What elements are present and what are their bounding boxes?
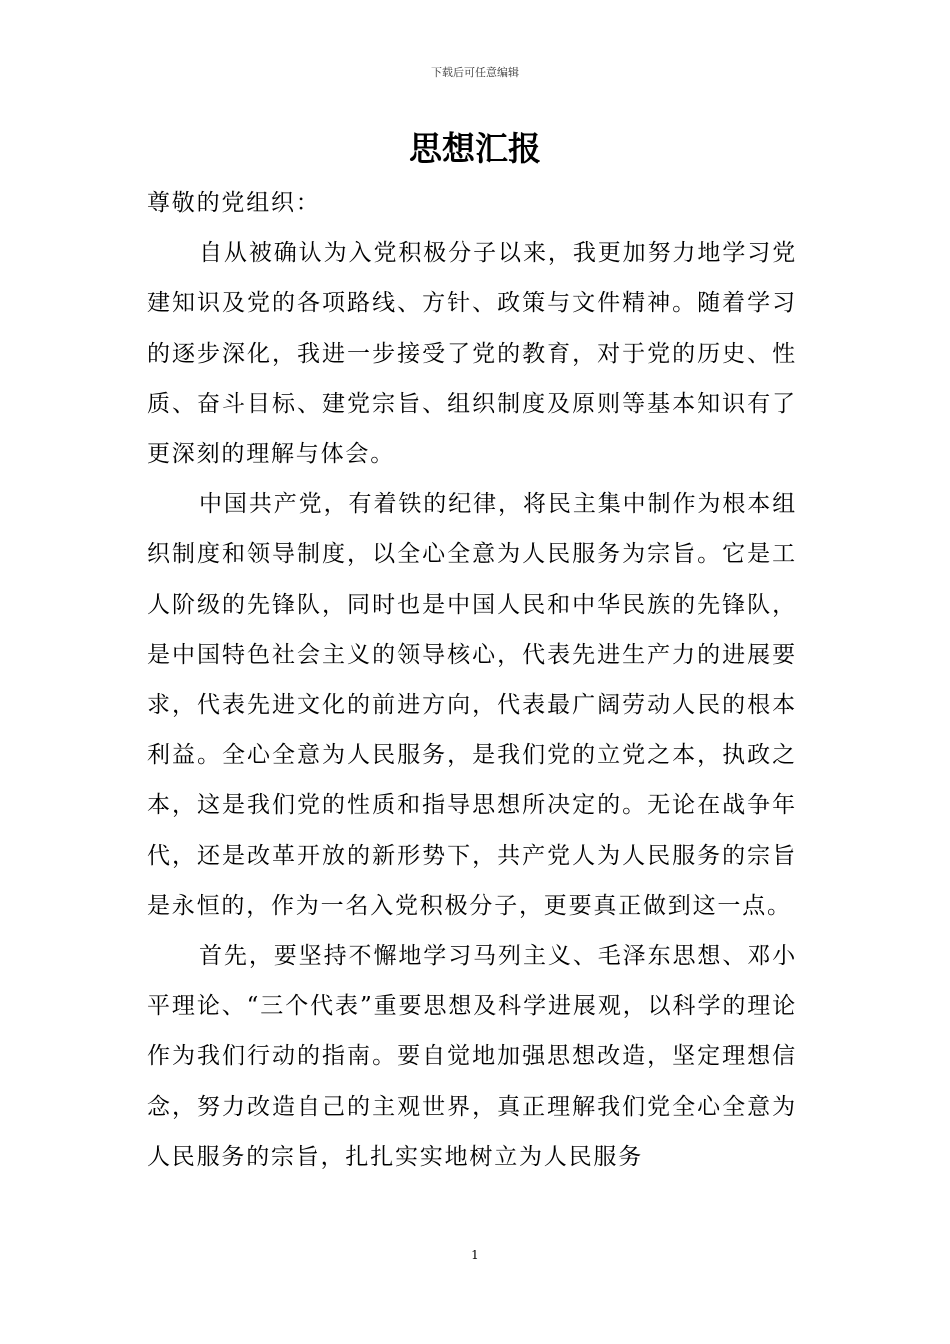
- page-number: 1: [471, 1248, 479, 1262]
- paragraph-2: 中国共产党，有着铁的纪律，将民主集中制作为根本组织制度和领导制度，以全心全意为人民服务为宗旨。它是工人阶级的先锋队，同时也是中国人民和中华民族的先锋队，是中国特色社会主义的领导核心，代表先进生产力的进展要求，代表先进文化的前进方向，代表最广阔劳动人民的根本利益。全心全意为人民服务，是我们党的立党之本，执政之本，这是我们党的性质和指导思想所决定的。无论在战争年代，还是改革开放的新形势下，共产党人为人民服务的宗旨是永恒的，作为一名入党积极分子，更要真正做到这一点。: [147, 491, 797, 919]
- paragraph-3: 首先，要坚持不懈地学习马列主义、毛泽东思想、邓小平理论、“三个代表”重要思想及科学进展观，以科学的理论作为我们行动的指南。要自觉地加强思想改造，坚定理想信念，努力改造自己的主观世界，真正理解我们党全心全意为人民服务的宗旨，扎扎实实地树立为人民服务: [147, 943, 797, 1170]
- header-note: 下载后可任意编辑: [431, 66, 519, 79]
- document-body: [147, 178, 797, 1182]
- document-title: 思想汇报: [409, 129, 541, 168]
- salutation: 尊敬的党组织：: [147, 190, 321, 216]
- paragraph-1: 自从被确认为入党积极分子以来，我更加努力地学习党建知识及党的各项路线、方针、政策与文件精神。随着学习的逐步深化，我进一步接受了党的教育，对于党的历史、性质、奋斗目标、建党宗旨、组织制度及原则等基本知识有了更深刻的理解与体会。: [147, 240, 797, 468]
